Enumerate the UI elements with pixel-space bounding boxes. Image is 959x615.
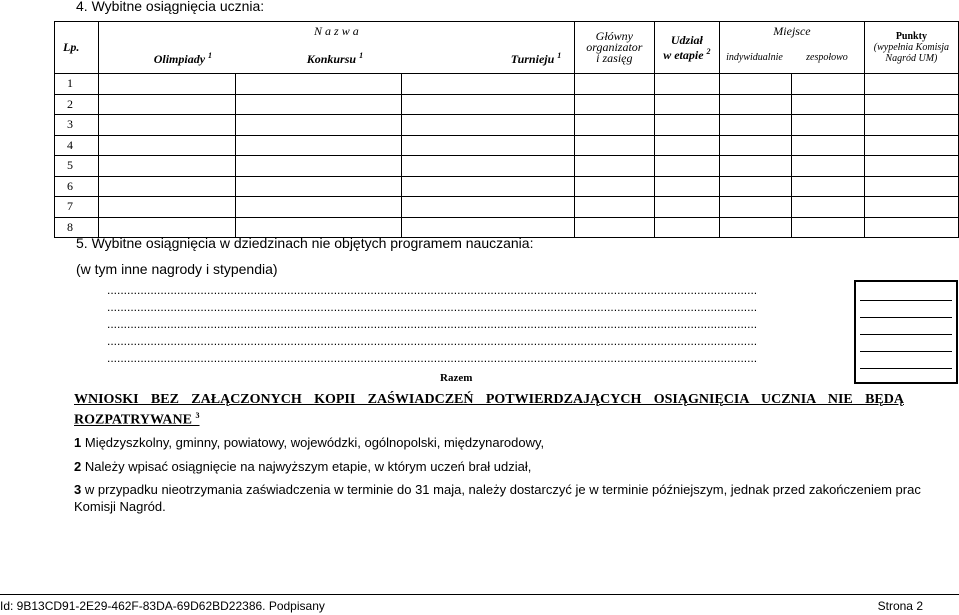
table-cell[interactable] <box>98 115 236 136</box>
table-cell[interactable] <box>575 135 655 156</box>
table-cell[interactable] <box>654 176 719 197</box>
table-cell[interactable] <box>720 156 792 177</box>
table-cell[interactable] <box>791 135 864 156</box>
table-cell[interactable] <box>236 197 401 218</box>
table-cell[interactable] <box>791 74 864 95</box>
points-box <box>854 280 958 384</box>
table-cell[interactable] <box>575 74 655 95</box>
table-cell[interactable] <box>720 135 792 156</box>
table-cell[interactable] <box>654 94 719 115</box>
table-cell[interactable] <box>864 156 958 177</box>
table-cell[interactable] <box>654 115 719 136</box>
table-row <box>55 156 959 177</box>
dot-line: ................................................................................................................................................................................................... <box>107 283 758 297</box>
dot-line: ................................................................................................................................................................................................... <box>107 300 758 314</box>
table-cell[interactable] <box>864 135 958 156</box>
turnieju-label: Turnieju $^1$ <box>510 51 562 66</box>
punkty-header: Punkty (wypełnia Komisja Nagród UM) <box>864 22 958 74</box>
table-cell[interactable] <box>864 115 958 136</box>
row-number: 3 <box>55 115 99 136</box>
table-cell[interactable] <box>401 74 574 95</box>
olimpiady-label: Olimpiady $^1$ <box>153 51 213 66</box>
konkursu-label: Konkursu $^1$ <box>306 51 364 66</box>
nazwa-header <box>98 22 574 74</box>
table-cell[interactable] <box>791 217 864 238</box>
warning-text: WNIOSKI BEZ ZAŁĄCZONYCH KOPII ZAŚWIADCZEŃ POTWIERDZAJĄCYCH OSIĄGNIĘCIA UCZNIA NIE BĘDĄ ROZPATRYWANE $^3$ <box>74 392 904 428</box>
table-row <box>55 74 959 95</box>
page-number: Strona 2 <box>877 599 923 613</box>
table-cell[interactable] <box>236 115 401 136</box>
table-cell[interactable] <box>98 156 236 177</box>
dot-line: ................................................................................................................................................................................................... <box>107 317 758 331</box>
section5-subtitle: (w tym inne nagrody i stypendia) <box>76 261 278 277</box>
miejsce-label: Miejsce <box>773 24 811 38</box>
table-cell[interactable] <box>791 176 864 197</box>
nazwa-label: N a z w a <box>314 24 359 38</box>
table-cell[interactable] <box>791 94 864 115</box>
table-cell[interactable] <box>575 197 655 218</box>
organizator-header: Główny organizator i zasięg <box>575 22 655 74</box>
row-number: 1 <box>55 74 99 95</box>
table-cell[interactable] <box>720 94 792 115</box>
table-cell[interactable] <box>864 197 958 218</box>
table-cell[interactable] <box>720 176 792 197</box>
zespolowo-label: zespołowo <box>806 52 848 63</box>
table-cell[interactable] <box>654 74 719 95</box>
table-row <box>55 135 959 156</box>
table-cell[interactable] <box>791 115 864 136</box>
document-id: Id: 9B13CD91-2E29-462F-83DA-69D62BD22386. Podpisany <box>0 599 325 613</box>
table-cell[interactable] <box>654 217 719 238</box>
table-cell[interactable] <box>864 217 958 238</box>
table-cell[interactable] <box>401 115 574 136</box>
table-cell[interactable] <box>401 176 574 197</box>
indywidualnie-label: indywidualnie <box>726 52 783 63</box>
table-cell[interactable] <box>720 217 792 238</box>
table-cell[interactable] <box>791 197 864 218</box>
table-cell[interactable] <box>654 135 719 156</box>
table-cell[interactable] <box>98 94 236 115</box>
row-number: 6 <box>55 176 99 197</box>
table-cell[interactable] <box>98 74 236 95</box>
table-cell[interactable] <box>575 115 655 136</box>
table-cell[interactable] <box>401 197 574 218</box>
footnote-2: 2 Należy wpisać osiągnięcie na najwyższym etapie, w którym uczeń brał udział, <box>74 459 532 474</box>
table-cell[interactable] <box>236 74 401 95</box>
table-cell[interactable] <box>720 115 792 136</box>
table-cell[interactable] <box>236 156 401 177</box>
table-cell[interactable] <box>864 74 958 95</box>
table-cell[interactable] <box>98 197 236 218</box>
dot-line: ................................................................................................................................................................................................... <box>107 351 758 365</box>
table-cell[interactable] <box>98 135 236 156</box>
table-row <box>55 115 959 136</box>
table-cell[interactable] <box>401 156 574 177</box>
footnote-1: 1 Międzyszkolny, gminny, powiatowy, wojewódzki, ogólnopolski, międzynarodowy, <box>74 435 545 450</box>
footnote-3: 3 w przypadku nieotrzymania zaświadczenia w terminie do 31 maja, należy dostarczyć je w terminie późniejszym, jednak przed zakończeniem prac Komisji Nagród. <box>74 482 921 514</box>
table-cell[interactable] <box>575 176 655 197</box>
table-cell[interactable] <box>654 197 719 218</box>
table-cell[interactable] <box>864 94 958 115</box>
table-cell[interactable] <box>236 94 401 115</box>
table-cell[interactable] <box>401 94 574 115</box>
table-cell[interactable] <box>236 135 401 156</box>
table-cell[interactable] <box>236 176 401 197</box>
row-number: 7 <box>55 197 99 218</box>
table-cell[interactable] <box>720 74 792 95</box>
table-cell[interactable] <box>791 156 864 177</box>
table-cell[interactable] <box>98 176 236 197</box>
achievements-table <box>54 21 959 238</box>
section5-title: 5. Wybitne osiągnięcia w dziedzinach nie objętych programem nauczania: <box>76 235 534 251</box>
table-cell[interactable] <box>575 217 655 238</box>
table-cell[interactable] <box>654 156 719 177</box>
row-number: 5 <box>55 156 99 177</box>
table-cell[interactable] <box>575 94 655 115</box>
razem-label: Razem <box>440 372 473 384</box>
footer-rule <box>0 594 959 595</box>
table-cell[interactable] <box>401 135 574 156</box>
section4-title: 4. Wybitne osiągnięcia ucznia: <box>76 0 265 14</box>
lp-header: Lp. <box>55 22 99 74</box>
row-number: 8 <box>55 217 99 238</box>
udzial-header: Udział w etapie $^2$ <box>654 22 719 74</box>
row-number: 4 <box>55 135 99 156</box>
miejsce-header <box>720 22 865 74</box>
table-cell[interactable] <box>720 197 792 218</box>
table-row <box>55 94 959 115</box>
table-row <box>55 197 959 218</box>
dot-line: ................................................................................................................................................................................................... <box>107 334 758 348</box>
table-cell[interactable] <box>864 176 958 197</box>
row-number: 2 <box>55 94 99 115</box>
table-row <box>55 176 959 197</box>
table-cell[interactable] <box>575 156 655 177</box>
